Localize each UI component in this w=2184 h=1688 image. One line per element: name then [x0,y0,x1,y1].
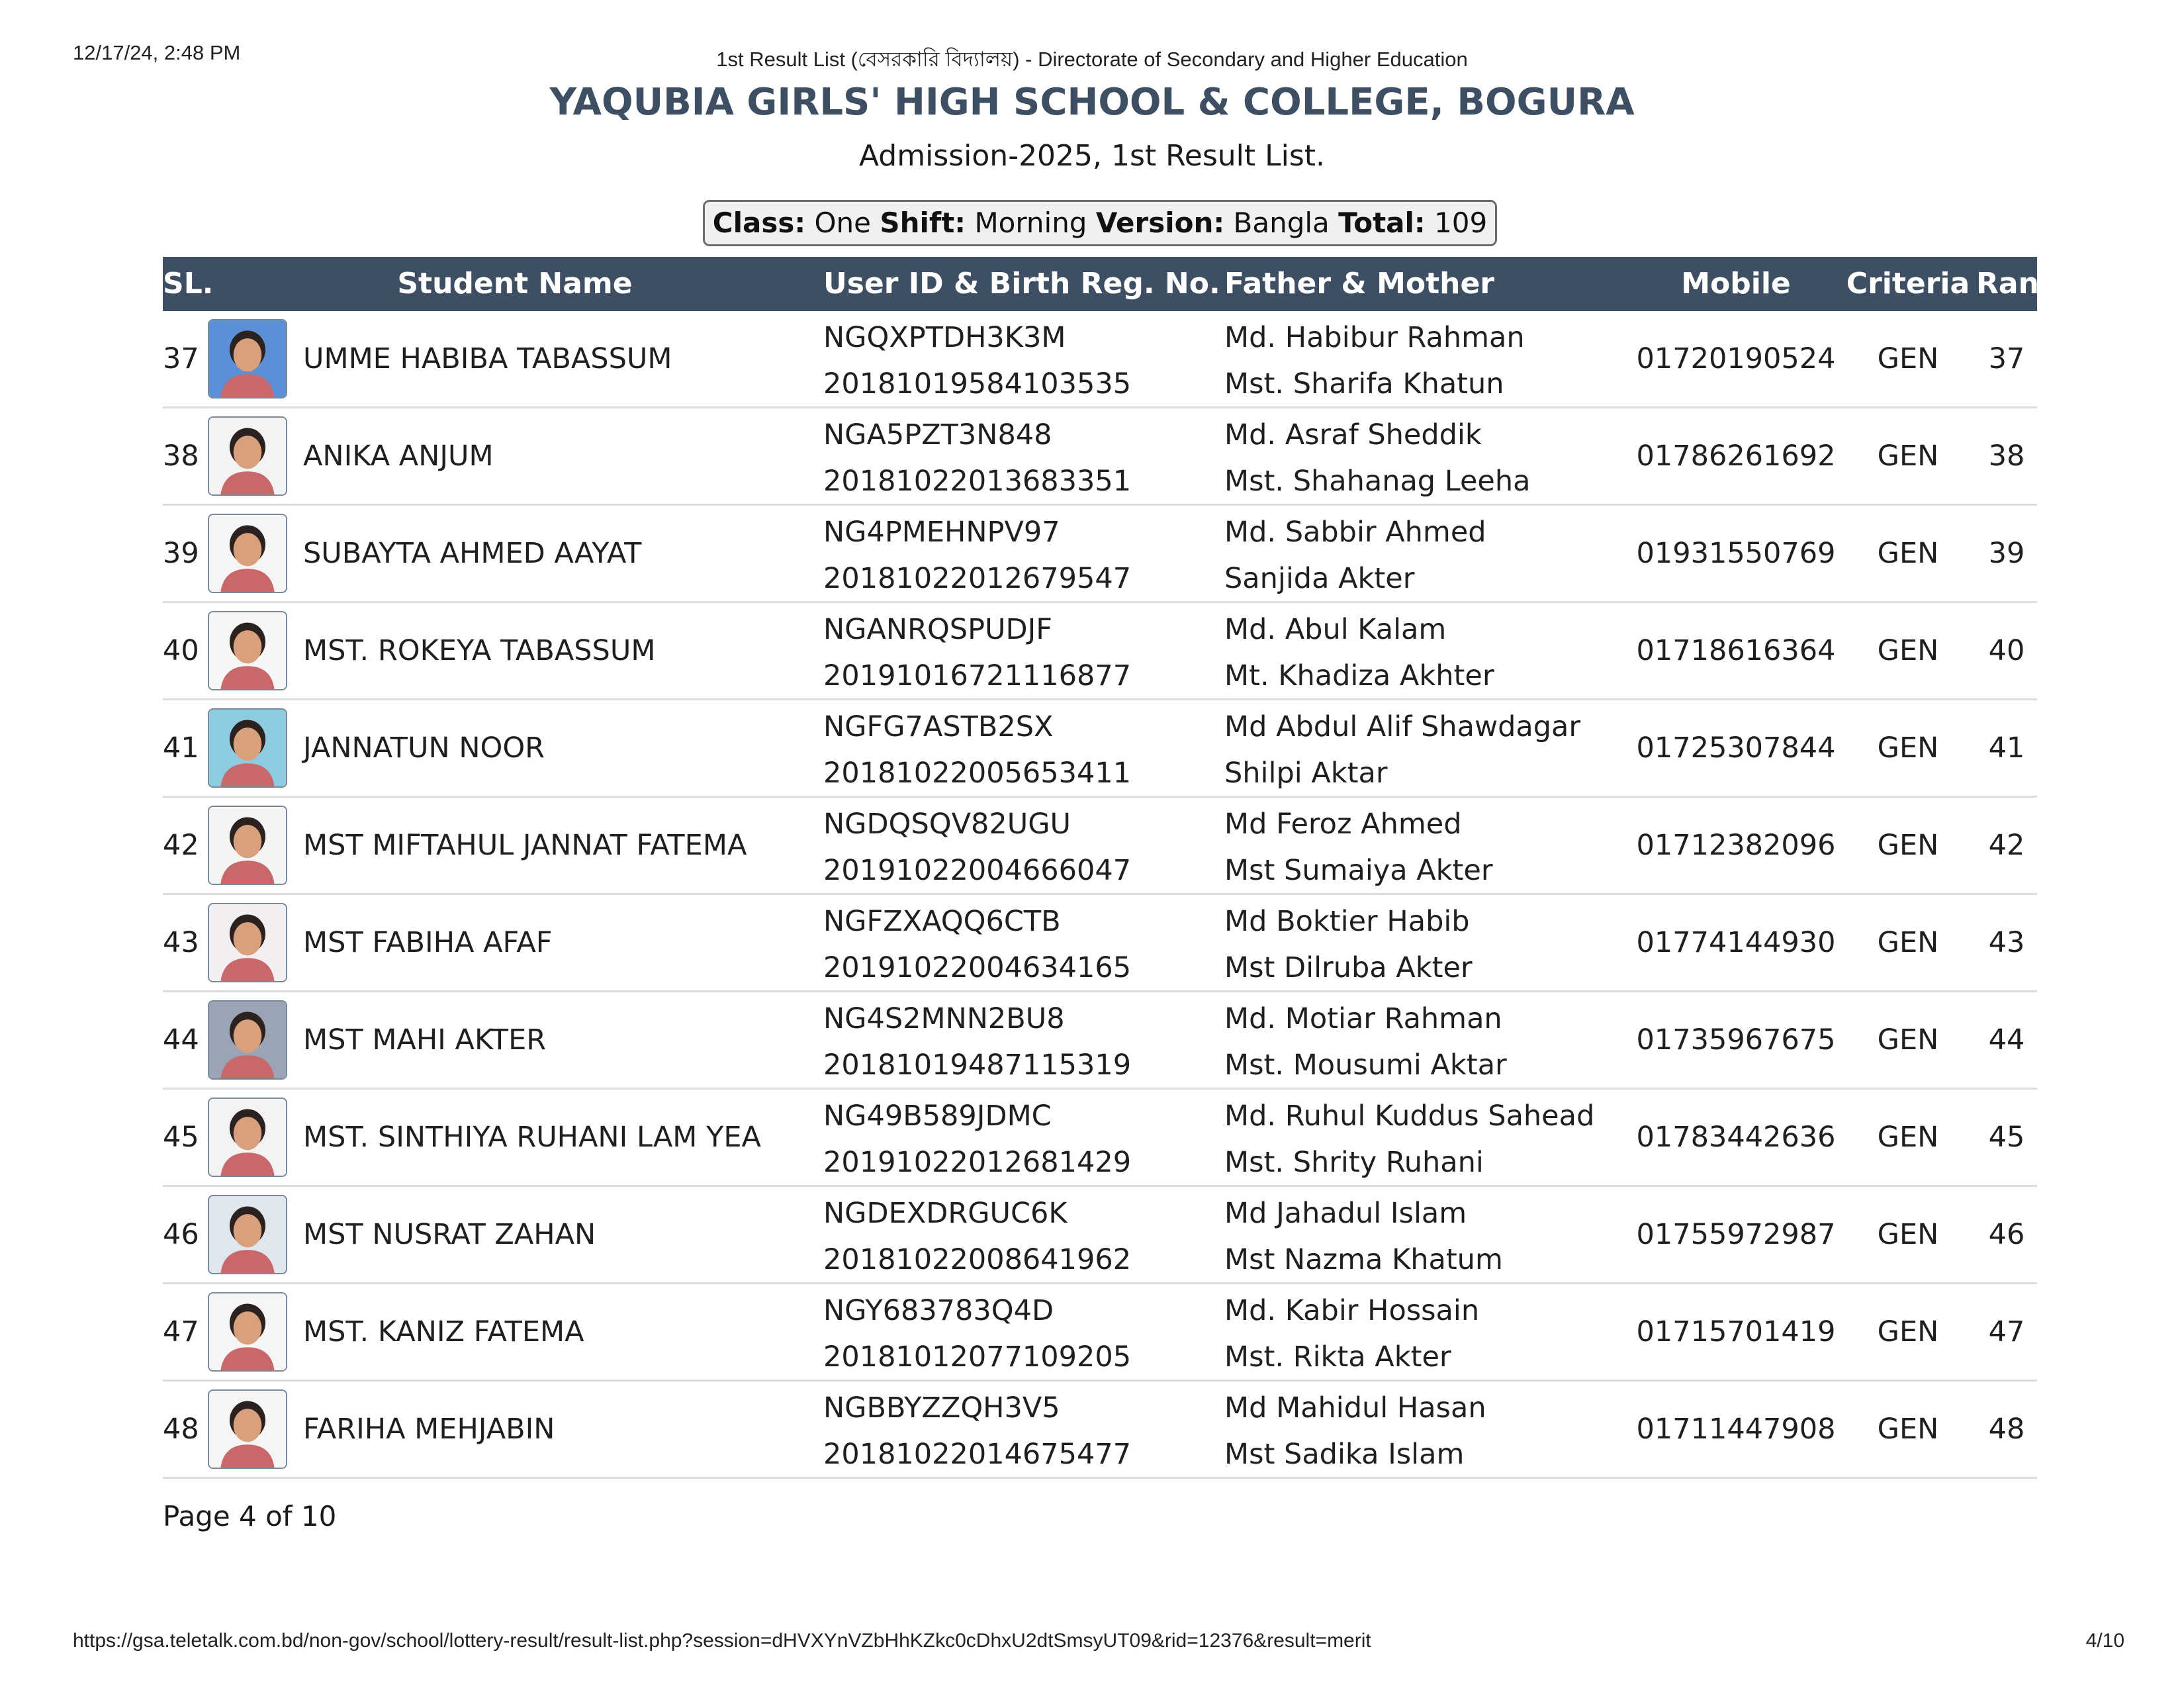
result-table [163,257,2059,1479]
row-sl: 40 [163,634,199,667]
mother-name: Mst. Sharifa Khatun [1224,367,1504,400]
row-sl: 48 [163,1413,199,1446]
header-user-id: User ID & Birth Reg. No. [823,267,1220,301]
table-row [163,1090,2037,1187]
student-name: MST. KANIZ FATEMA [303,1315,584,1348]
row-sl: 44 [163,1023,199,1056]
student-name: UMME HABIBA TABASSUM [303,342,672,375]
avatar-icon [209,1002,286,1078]
birth-reg-no: 20191022004666047 [823,854,1132,887]
father-name: Md. Habibur Rahman [1224,321,1525,354]
student-name: FARIHA MEHJABIN [303,1413,555,1446]
avatar-icon [209,904,286,981]
avatar-icon [209,515,286,592]
student-photo [208,708,287,788]
rank: 40 [1988,634,2025,667]
criteria: GEN [1877,1315,1939,1348]
row-sl: 39 [163,537,199,570]
father-name: Md. Sabbir Ahmed [1224,516,1486,549]
rank: 42 [1988,829,2025,862]
class-label: Class: [712,207,806,239]
criteria: GEN [1877,342,1939,375]
user-id: NGANRQSPUDJF [823,613,1053,646]
mobile-number: 01931550769 [1636,537,1836,570]
mother-name: Mst. Shahanag Leeha [1224,465,1531,498]
avatar-icon [209,1391,286,1468]
table-row [163,603,2037,700]
avatar-icon [209,710,286,786]
header-mobile: Mobile [1681,267,1791,301]
student-name: MST. ROKEYA TABASSUM [303,634,656,667]
criteria: GEN [1877,440,1939,473]
student-photo [208,416,287,496]
total-label: Total: [1338,207,1426,239]
student-photo [208,1292,287,1372]
father-name: Md Abdul Alif Shawdagar [1224,710,1581,743]
father-name: Md Boktier Habib [1224,905,1470,938]
table-row [163,1187,2037,1284]
student-photo [208,1195,287,1274]
mother-name: Mst Nazma Khatum [1224,1243,1503,1276]
user-id: NGDEXDRGUC6K [823,1197,1068,1230]
student-name: MST. SINTHIYA RUHANI LAM YEA [303,1121,761,1154]
table-body [163,311,2037,1479]
header-sl: SL. [163,267,214,301]
father-name: Md. Abul Kalam [1224,613,1447,646]
student-photo [208,1389,287,1469]
header-criteria: Criteria [1846,267,1970,301]
user-id: NGDQSQV82UGU [823,808,1071,841]
rank: 37 [1988,342,2025,375]
table-row [163,408,2037,506]
mother-name: Mt. Khadiza Akhter [1224,659,1494,692]
row-sl: 46 [163,1218,199,1251]
mother-name: Sanjida Akter [1224,562,1415,595]
print-page-title: 1st Result List (বেসরকারি বিদ্যালয়) - Directorate of Secondary and Higher Education [716,48,1468,71]
table-header [163,257,2059,311]
rank: 44 [1988,1023,2025,1056]
mobile-number: 01715701419 [1636,1315,1836,1348]
student-photo [208,319,287,399]
row-sl: 41 [163,731,199,765]
table-row [163,311,2037,408]
shift-value: Morning [974,207,1087,239]
rank: 39 [1988,537,2025,570]
user-id: NG49B589JDMC [823,1100,1052,1133]
student-name: MST MIFTAHUL JANNAT FATEMA [303,829,747,862]
header-student-name: Student Name [397,267,633,301]
mobile-number: 01720190524 [1636,342,1836,375]
avatar-icon [209,1099,286,1176]
student-photo [208,806,287,885]
student-name: SUBAYTA AHMED AAYAT [303,537,642,570]
birth-reg-no: 20191022012681429 [823,1146,1132,1179]
birth-reg-no: 20181022014675477 [823,1438,1132,1471]
footer-url: https://gsa.teletalk.com.bd/non-gov/school/lottery-result/result-list.php?session=dHVXYnVZbHhKZkc0cDhxU2dtSmsyUT09&rid=12376&result=merit [73,1630,1371,1652]
rank: 46 [1988,1218,2025,1251]
avatar-icon [209,1196,286,1273]
rank: 47 [1988,1315,2025,1348]
mother-name: Mst Dilruba Akter [1224,951,1473,984]
avatar-icon [209,612,286,689]
mobile-number: 01725307844 [1636,731,1836,765]
criteria: GEN [1877,926,1939,959]
avatar-icon [209,1293,286,1370]
student-photo [208,514,287,593]
version-value: Bangla [1233,207,1330,239]
table-row [163,992,2037,1090]
father-name: Md. Ruhul Kuddus Sahead [1224,1100,1595,1133]
row-sl: 45 [163,1121,199,1154]
birth-reg-no: 20181022005653411 [823,757,1132,790]
avatar-icon [209,807,286,884]
row-sl: 38 [163,440,199,473]
user-id: NGFG7ASTB2SX [823,710,1054,743]
birth-reg-no: 20181022008641962 [823,1243,1132,1276]
student-photo [208,903,287,982]
user-id: NGBBYZZQH3V5 [823,1391,1060,1425]
row-sl: 42 [163,829,199,862]
birth-reg-no: 20181022012679547 [823,562,1132,595]
user-id: NGA5PZT3N848 [823,418,1052,451]
father-name: Md Jahadul Islam [1224,1197,1467,1230]
mobile-number: 01774144930 [1636,926,1836,959]
mother-name: Mst Sadika Islam [1224,1438,1465,1471]
criteria: GEN [1877,829,1939,862]
criteria: GEN [1877,1218,1939,1251]
rank: 48 [1988,1413,2025,1446]
criteria: GEN [1877,1121,1939,1154]
rank: 38 [1988,440,2025,473]
table-row [163,895,2037,992]
row-sl: 47 [163,1315,199,1348]
class-summary-box [703,200,1497,246]
table-row [163,1382,2037,1479]
table-row [163,700,2037,798]
student-name: ANIKA ANJUM [303,440,494,473]
rank: 41 [1988,731,2025,765]
student-name: MST NUSRAT ZAHAN [303,1218,596,1251]
criteria: GEN [1877,731,1939,765]
mother-name: Shilpi Aktar [1224,757,1388,790]
mother-name: Mst. Mousumi Aktar [1224,1049,1507,1082]
school-name: YAQUBIA GIRLS' HIGH SCHOOL & COLLEGE, BOGURA [549,81,1635,124]
criteria: GEN [1877,1023,1939,1056]
student-name: MST FABIHA AFAF [303,926,553,959]
header-parents: Father & Mother [1224,267,1494,301]
user-id: NGY683783Q4D [823,1294,1054,1327]
table-row [163,1284,2037,1382]
user-id: NGQXPTDH3K3M [823,321,1066,354]
mobile-number: 01718616364 [1636,634,1836,667]
mobile-number: 01786261692 [1636,440,1836,473]
student-name: JANNATUN NOOR [303,731,545,765]
mobile-number: 01783442636 [1636,1121,1836,1154]
student-photo [208,611,287,690]
student-photo [208,1000,287,1080]
mobile-number: 01712382096 [1636,829,1836,862]
mother-name: Mst. Rikta Akter [1224,1340,1451,1374]
father-name: Md. Motiar Rahman [1224,1002,1502,1035]
result-list-subtitle: Admission-2025, 1st Result List. [858,139,1326,173]
print-datetime: 12/17/24, 2:48 PM [73,41,241,64]
header-rank: Rank [1976,267,2059,301]
student-name: MST MAHI AKTER [303,1023,547,1056]
birth-reg-no: 20191022004634165 [823,951,1132,984]
father-name: Md. Kabir Hossain [1224,1294,1480,1327]
student-photo [208,1098,287,1177]
table-row [163,506,2037,603]
table-row [163,798,2037,895]
total-value: 109 [1434,207,1488,239]
father-name: Md. Asraf Sheddik [1224,418,1482,451]
avatar-icon [209,320,286,397]
criteria: GEN [1877,1413,1939,1446]
page-number: Page 4 of 10 [163,1500,337,1532]
birth-reg-no: 20181012077109205 [823,1340,1132,1374]
user-id: NG4PMEHNPV97 [823,516,1060,549]
birth-reg-no: 20181019487115319 [823,1049,1132,1082]
mobile-number: 01755972987 [1636,1218,1836,1251]
criteria: GEN [1877,634,1939,667]
mobile-number: 01711447908 [1636,1413,1836,1446]
father-name: Md Mahidul Hasan [1224,1391,1486,1425]
criteria: GEN [1877,537,1939,570]
class-value: One [814,207,872,239]
birth-reg-no: 20181019584103535 [823,367,1132,400]
user-id: NG4S2MNN2BU8 [823,1002,1065,1035]
mobile-number: 01735967675 [1636,1023,1836,1056]
version-label: Version: [1095,207,1225,239]
rank: 45 [1988,1121,2025,1154]
row-sl: 43 [163,926,199,959]
rank: 43 [1988,926,2025,959]
birth-reg-no: 20191016721116877 [823,659,1132,692]
row-sl: 37 [163,342,199,375]
footer-page-count: 4/10 [2085,1630,2124,1652]
mother-name: Mst. Shrity Ruhani [1224,1146,1484,1179]
avatar-icon [209,418,286,494]
mother-name: Mst Sumaiya Akter [1224,854,1493,887]
shift-label: Shift: [880,207,966,239]
father-name: Md Feroz Ahmed [1224,808,1462,841]
birth-reg-no: 20181022013683351 [823,465,1132,498]
user-id: NGFZXAQQ6CTB [823,905,1061,938]
